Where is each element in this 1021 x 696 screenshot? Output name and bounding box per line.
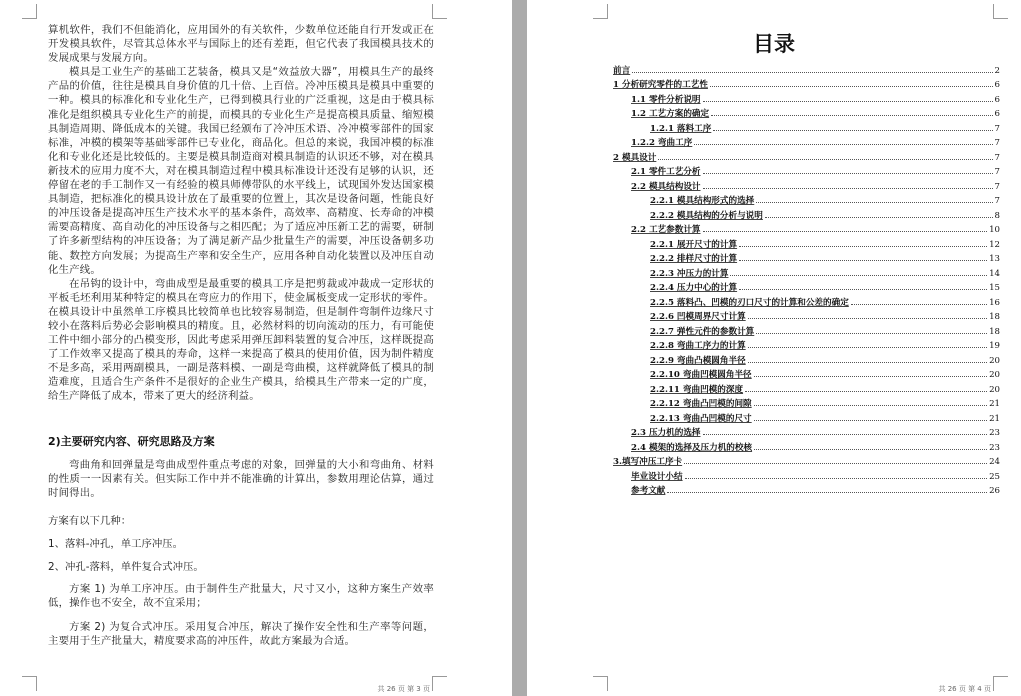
toc-entry[interactable] — [613, 206, 1000, 221]
toc-entry[interactable] — [613, 163, 1000, 178]
toc-entry-label: 2.3 压力机的选择 — [631, 428, 701, 439]
toc-entry-page-number: 26 — [989, 486, 1000, 497]
toc-entry[interactable] — [613, 395, 1000, 410]
toc-entry-page-number: 12 — [989, 239, 1000, 250]
toc-leader-dots — [748, 347, 987, 348]
toc-entry-label: 前言 — [613, 65, 631, 76]
toc-leader-dots — [685, 478, 987, 479]
toc-entry-page-number: 7 — [994, 181, 1000, 192]
crop-mark-bottom-right — [432, 676, 447, 691]
toc-entry-page-number: 20 — [989, 384, 1000, 395]
toc-entry-page-number: 14 — [989, 268, 1000, 279]
toc-entry-label: 1.1 零件分析说明 — [631, 94, 701, 105]
toc-entry-page-number: 6 — [994, 94, 1000, 105]
crop-mark-bottom-right — [993, 676, 1008, 691]
toc-entry-label: 2.2.3 冲压力的计算 — [650, 268, 729, 279]
toc-leader-dots — [754, 420, 987, 421]
scheme-detail-block — [48, 582, 434, 610]
toc-entry[interactable] — [613, 264, 1000, 279]
toc-entry-label: 2 模具设计 — [613, 152, 657, 163]
page-footer: 共 26 页 第 3 页 — [377, 685, 430, 693]
scheme-option: 1、落料-冲孔，单工序冲压。 — [48, 538, 184, 550]
toc-entry-page-number: 23 — [989, 442, 1000, 453]
toc-entry-label: 2.1 零件工艺分析 — [631, 167, 701, 178]
toc-entry-label: 2.2.4 压力中心的计算 — [650, 283, 738, 294]
crop-mark-top-left — [22, 4, 37, 19]
toc-entry-label: 毕业设计小结 — [631, 471, 683, 482]
crop-mark-bottom-left — [22, 676, 37, 691]
toc-leader-dots — [754, 405, 987, 406]
toc-entry[interactable] — [613, 322, 1000, 337]
toc-entry-page-number: 20 — [989, 370, 1000, 381]
toc-entry-page-number: 8 — [994, 210, 1000, 221]
toc-entry[interactable] — [613, 105, 1000, 120]
toc-entry[interactable] — [613, 366, 1000, 381]
toc-entry-page-number: 20 — [989, 355, 1000, 366]
toc-entry-label: 2.2.9 弯曲凸模圆角半径 — [650, 355, 746, 366]
toc-leader-dots — [667, 492, 987, 493]
scheme-detail-block — [48, 620, 434, 648]
toc-entry-page-number: 7 — [994, 138, 1000, 149]
toc-leader-dots — [754, 376, 987, 377]
toc-entry[interactable] — [613, 279, 1000, 294]
toc-leader-dots — [754, 449, 987, 450]
toc-entry[interactable] — [613, 482, 1000, 497]
toc-entry-page-number: 2 — [994, 65, 1000, 76]
toc-entry[interactable] — [613, 453, 1000, 468]
document-page-right — [527, 0, 1021, 696]
toc-entry-label: 2.2.6 凹模周界尺寸计算 — [650, 312, 746, 323]
toc-entry[interactable] — [613, 467, 1000, 482]
toc-entry-label: 2.2.7 弹性元件的参数计算 — [650, 326, 755, 337]
toc-entry-page-number: 19 — [989, 341, 1000, 352]
toc-leader-dots — [748, 362, 987, 363]
page-footer: 共 26 页 第 4 页 — [938, 685, 991, 693]
toc-entry-label: 2.2.1 模具结构形式的选择 — [650, 196, 755, 207]
toc-entry-page-number: 21 — [989, 413, 1000, 424]
toc-entry-label: 2.2.5 落料凸、凹模的刃口尺寸的计算和公差的确定 — [650, 297, 849, 308]
toc-entry[interactable] — [613, 90, 1000, 105]
toc-entry-label: 参考文献 — [631, 486, 666, 497]
toc-list — [613, 61, 1000, 496]
toc-entry[interactable] — [613, 409, 1000, 424]
scheme-option: 2、冲孔-落料，单件复合式冲压。 — [48, 561, 204, 573]
toc-entry-label: 2.2 工艺参数计算 — [631, 225, 701, 236]
scheme-intro: 方案有以下几种： — [48, 515, 132, 527]
toc-entry-page-number: 18 — [989, 312, 1000, 323]
toc-entry-label: 2.2.2 排样尺寸的计算 — [650, 254, 738, 265]
toc-entry-label: 2.2.11 弯曲凹模的深度 — [650, 384, 744, 395]
crop-mark-top-right — [993, 4, 1008, 19]
toc-entry[interactable] — [613, 76, 1000, 91]
toc-entry[interactable] — [613, 351, 1000, 366]
toc-title: 目录 — [753, 31, 795, 56]
body-text-block — [48, 23, 434, 404]
toc-entry[interactable] — [613, 177, 1000, 192]
toc-entry[interactable] — [613, 119, 1000, 134]
toc-entry-page-number: 7 — [994, 167, 1000, 178]
paragraph: 弯曲角和回弹量是弯曲成型件重点考虑的对象，回弹量的大小和弯曲角、材料的性质一一因素有关。但实际工作中并不能准确的计算出，参数用理论估算，通过时间得出。 — [48, 459, 434, 500]
toc-entry[interactable] — [613, 221, 1000, 236]
toc-entry[interactable] — [613, 424, 1000, 439]
paragraph: 方案 2) 为复合式冲压。采用复合冲压，解决了操作安全性和生产率等问题，主要用于生产批量大，精度要求高的冲压件，故此方案最为合适。 — [48, 621, 434, 648]
crop-mark-top-left — [593, 4, 608, 19]
toc-entry-label: 2.2.1 展开尺寸的计算 — [650, 239, 738, 250]
paragraph: 算机软件，我们不但能消化，应用国外的有关软件，少数单位还能自行开发或正在开发模具软件，尽管其总体水平与国际上的还有差距，但它代表了我国模具技术的发展成果与发展方向。 — [48, 24, 434, 65]
toc-leader-dots — [765, 217, 993, 218]
toc-entry-page-number: 7 — [994, 196, 1000, 207]
toc-entry[interactable] — [613, 134, 1000, 149]
toc-entry-label: 1.2.1 落料工序 — [650, 123, 712, 134]
toc-entry[interactable] — [613, 337, 1000, 352]
toc-entry[interactable] — [613, 192, 1000, 207]
paragraph: 在吊钩的设计中，弯曲成型是最重要的模具工序是把剪裁或冲裁成一定形状的平板毛坯利用某种特定的模具在弯应力的作用下，使金属板变成一定形状的零件。在模具设计中虽然单工序模具比较简单也比较容易制造，但是制件弯制件边缘尺寸较小在落料后势必会影响模具的精度。且，必然材料的切向流动的压力，有可能使工件中细小部分的凸模变形，因此考虑采用弹压卸料装置的复合冲压，这样既提高了工作效率又提高了模具的寿命，这样一来提高了模具的使用价值，因为制件精度不是多高，采用两副模具，一副是落料模、一副是弯曲模，这样就降低了模具的制造难度，且适合生产条件不是很好的企业生产模具，给模具生产带来一定的广度，给生产降低了成本，带来了更大的经济利益。 — [48, 277, 434, 403]
toc-entry-label: 2.2.13 弯曲凸凹模的尺寸 — [650, 413, 752, 424]
toc-leader-dots — [851, 304, 987, 305]
toc-entry[interactable] — [613, 438, 1000, 453]
scheme-paragraph-block — [48, 458, 434, 500]
toc-entry[interactable] — [613, 308, 1000, 323]
toc-entry-page-number: 21 — [989, 399, 1000, 410]
toc-entry-label: 2.4 模架的选择及压力机的校核 — [631, 442, 753, 453]
toc-entry[interactable] — [613, 235, 1000, 250]
toc-entry[interactable] — [613, 148, 1000, 163]
toc-leader-dots — [748, 318, 987, 319]
toc-entry-page-number: 15 — [989, 283, 1000, 294]
toc-entry-label: 2.2 模具结构设计 — [631, 181, 701, 192]
toc-entry[interactable] — [613, 293, 1000, 308]
toc-leader-dots — [710, 86, 993, 87]
paragraph: 方案 1) 为单工序冲压。由于制件生产批量大，尺寸又小，这种方案生产效率低，操作也不安全，故不宜采用； — [48, 583, 434, 610]
toc-leader-dots — [632, 72, 992, 73]
section-heading: 2)主要研究内容、研究思路及方案 — [48, 435, 215, 448]
toc-leader-dots — [703, 188, 993, 189]
toc-leader-dots — [745, 391, 987, 392]
paragraph: 模具是工业生产的基础工艺装备，模具又是“效益放大器”，用模具生产的最终产品的价值，往往是模具自身价值的几十倍、上百倍。冷冲压模具是模具中重要的一种。模具的标准化和专业化生产，已得到模具行业的广泛重视，这是由于模具标准化是组织模具专业化生产的前提，而模具的专业化生产是提高模具质量、缩短模具制造周期、降低成本的关键。我国已经颁布了冷冲压术语、冷冲模零部件的国家标准，冲模的模架等基础零部件已专业化，商品化。但总的来说，我国冲模的标准化和专业化还是比较低的。主要是模具制造商对模具制造的认识还不够，对在模具新技术的应用力度不大，对在模具制造过程中模具标准设计还没有足够的认识，还停留在老的手工制作又一有经验的模具师傅带队的水平线上，试现国外发达国家模具制造，把标准化的模具设计放在了最重要的位置上，其次是设备问题，性能良好的冲压设备是提高冲压生产技术水平的基本条件，高效率、高精度、长寿命的冲模需要高精度、高自动化的冲压设备与之相匹配；为了适应冲压新工艺的需要，研制了许多新型结构的冲压设备；为了满足新产品少批量生产的需要，冲压设备朝多功能、数控方向发展；为提高生产率和安全生产，应用各种自动化装置以及冲压自动化生产线。 — [48, 66, 434, 276]
toc-leader-dots — [703, 101, 993, 102]
toc-entry-page-number: 24 — [989, 457, 1000, 468]
toc-leader-dots — [739, 246, 987, 247]
toc-leader-dots — [694, 144, 992, 145]
toc-entry-label: 2.2.10 弯曲凹模圆角半径 — [650, 370, 752, 381]
toc-leader-dots — [684, 463, 987, 464]
toc-leader-dots — [703, 434, 988, 435]
toc-entry[interactable] — [613, 61, 1000, 76]
toc-entry[interactable] — [613, 380, 1000, 395]
toc-entry-label: 1.2.2 弯曲工序 — [631, 138, 693, 149]
toc-leader-dots — [713, 130, 992, 131]
toc-entry-page-number: 7 — [994, 123, 1000, 134]
toc-entry-page-number: 16 — [989, 297, 1000, 308]
toc-leader-dots — [756, 202, 992, 203]
toc-entry[interactable] — [613, 250, 1000, 265]
toc-entry-page-number: 7 — [994, 152, 1000, 163]
toc-entry-page-number: 10 — [989, 225, 1000, 236]
toc-entry-label: 2.2.8 弯曲工序力的计算 — [650, 341, 746, 352]
toc-entry-page-number: 25 — [989, 471, 1000, 482]
toc-entry-page-number: 6 — [994, 80, 1000, 91]
toc-entry-page-number: 23 — [989, 428, 1000, 439]
toc-leader-dots — [756, 333, 987, 334]
toc-leader-dots — [739, 260, 987, 261]
toc-leader-dots — [739, 289, 987, 290]
toc-entry-label: 2.2.2 模具结构的分析与说明 — [650, 210, 763, 221]
toc-entry-label: 3.填写冲压工序卡 — [613, 457, 683, 468]
toc-entry-page-number: 13 — [989, 254, 1000, 265]
toc-entry-label: 2.2.12 弯曲凸凹模的间隙 — [650, 399, 752, 410]
toc-leader-dots — [703, 231, 988, 232]
toc-entry-label: 1 分析研究零件的工艺性 — [613, 80, 708, 91]
crop-mark-top-right — [432, 4, 447, 19]
toc-entry-page-number: 18 — [989, 326, 1000, 337]
toc-entry-page-number: 6 — [994, 109, 1000, 120]
toc-leader-dots — [658, 159, 992, 160]
crop-mark-bottom-left — [593, 676, 608, 691]
toc-leader-dots — [703, 173, 993, 174]
toc-entry-label: 1.2 工艺方案的确定 — [631, 109, 710, 120]
toc-leader-dots — [730, 275, 987, 276]
toc-leader-dots — [711, 115, 992, 116]
